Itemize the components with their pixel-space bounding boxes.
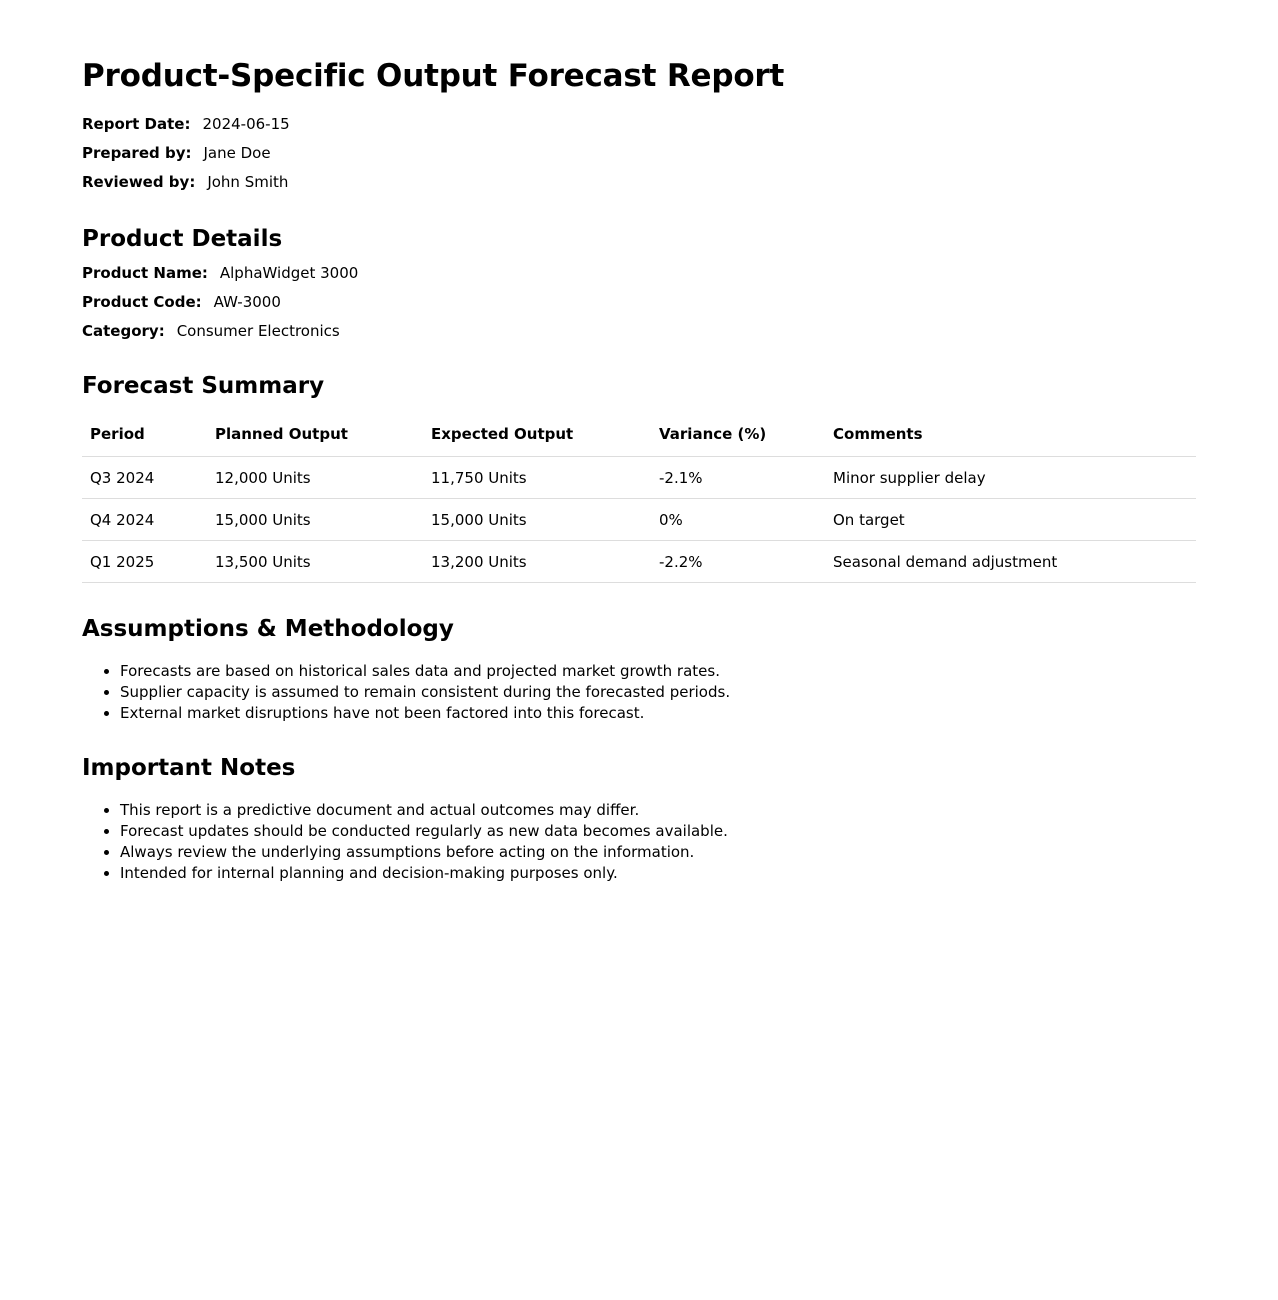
category-row — [82, 317, 1196, 346]
reviewed-by-row — [82, 168, 1196, 197]
expected-output-cell: 11,750 Units — [423, 457, 651, 499]
report-date-value: 2024-06-15 — [202, 115, 290, 133]
product-details-section — [82, 223, 1196, 346]
table-row — [82, 457, 1196, 499]
period-cell: Q4 2024 — [82, 499, 207, 541]
assumptions-heading: Assumptions & Methodology — [82, 616, 454, 642]
assumptions-section — [82, 613, 1196, 724]
list-item: • Supplier capacity is assumed to remain consistent during the forecasted periods. — [120, 682, 1196, 703]
comments-cell: Minor supplier delay — [825, 457, 1196, 499]
assumptions-list — [82, 661, 1196, 724]
forecast-summary-section — [82, 370, 1196, 583]
important-notes-heading: Important Notes — [82, 755, 296, 781]
product-details-heading: Product Details — [82, 226, 283, 252]
report-date-label: Report Date: — [82, 115, 191, 133]
forecast-summary-heading: Forecast Summary — [82, 373, 325, 399]
prepared-by-value: Jane Doe — [203, 144, 271, 162]
product-name-label: Product Name: — [82, 264, 208, 282]
planned-output-cell: 15,000 Units — [207, 499, 423, 541]
planned-output-cell: 13,500 Units — [207, 541, 423, 583]
list-item: • Intended for internal planning and decision-making purposes only. — [120, 863, 1196, 884]
period-cell: Q1 2025 — [82, 541, 207, 583]
column-header-variance: Variance (%) — [651, 412, 825, 457]
list-item: • Always review the underlying assumptions before acting on the information. — [120, 842, 1196, 863]
table-row — [82, 499, 1196, 541]
comments-cell: On target — [825, 499, 1196, 541]
comments-cell: Seasonal demand adjustment — [825, 541, 1196, 583]
page-title: Product-Specific Output Forecast Report — [82, 58, 785, 94]
variance-cell: -2.1% — [651, 457, 825, 499]
variance-cell: 0% — [651, 499, 825, 541]
prepared-by-label: Prepared by: — [82, 144, 192, 162]
list-item: • This report is a predictive document and actual outcomes may differ. — [120, 800, 1196, 821]
reviewed-by-label: Reviewed by: — [82, 173, 196, 191]
prepared-by-row — [82, 139, 1196, 168]
variance-cell: -2.2% — [651, 541, 825, 583]
important-notes-section — [82, 752, 1196, 884]
product-name-row — [82, 259, 1196, 288]
column-header-period: Period — [82, 412, 207, 457]
list-item: • External market disruptions have not been factored into this forecast. — [120, 703, 1196, 724]
important-notes-list — [82, 800, 1196, 884]
category-label: Category: — [82, 322, 165, 340]
list-item: • Forecasts are based on historical sales data and projected market growth rates. — [120, 661, 1196, 682]
product-name-value: AlphaWidget 3000 — [219, 264, 359, 282]
product-code-value: AW-3000 — [213, 293, 281, 311]
column-header-comments: Comments — [825, 412, 1196, 457]
report-date-row — [82, 110, 1196, 139]
list-item: • Forecast updates should be conducted regularly as new data becomes available. — [120, 821, 1196, 842]
product-code-row — [82, 288, 1196, 317]
forecast-table — [82, 412, 1196, 583]
expected-output-cell: 15,000 Units — [423, 499, 651, 541]
table-header-row — [82, 412, 1196, 457]
column-header-planned-output: Planned Output — [207, 412, 423, 457]
table-row — [82, 541, 1196, 583]
expected-output-cell: 13,200 Units — [423, 541, 651, 583]
category-value: Consumer Electronics — [176, 322, 340, 340]
report-meta — [82, 110, 1196, 197]
reviewed-by-value: John Smith — [207, 173, 289, 191]
period-cell: Q3 2024 — [82, 457, 207, 499]
planned-output-cell: 12,000 Units — [207, 457, 423, 499]
product-code-label: Product Code: — [82, 293, 202, 311]
column-header-expected-output: Expected Output — [423, 412, 651, 457]
